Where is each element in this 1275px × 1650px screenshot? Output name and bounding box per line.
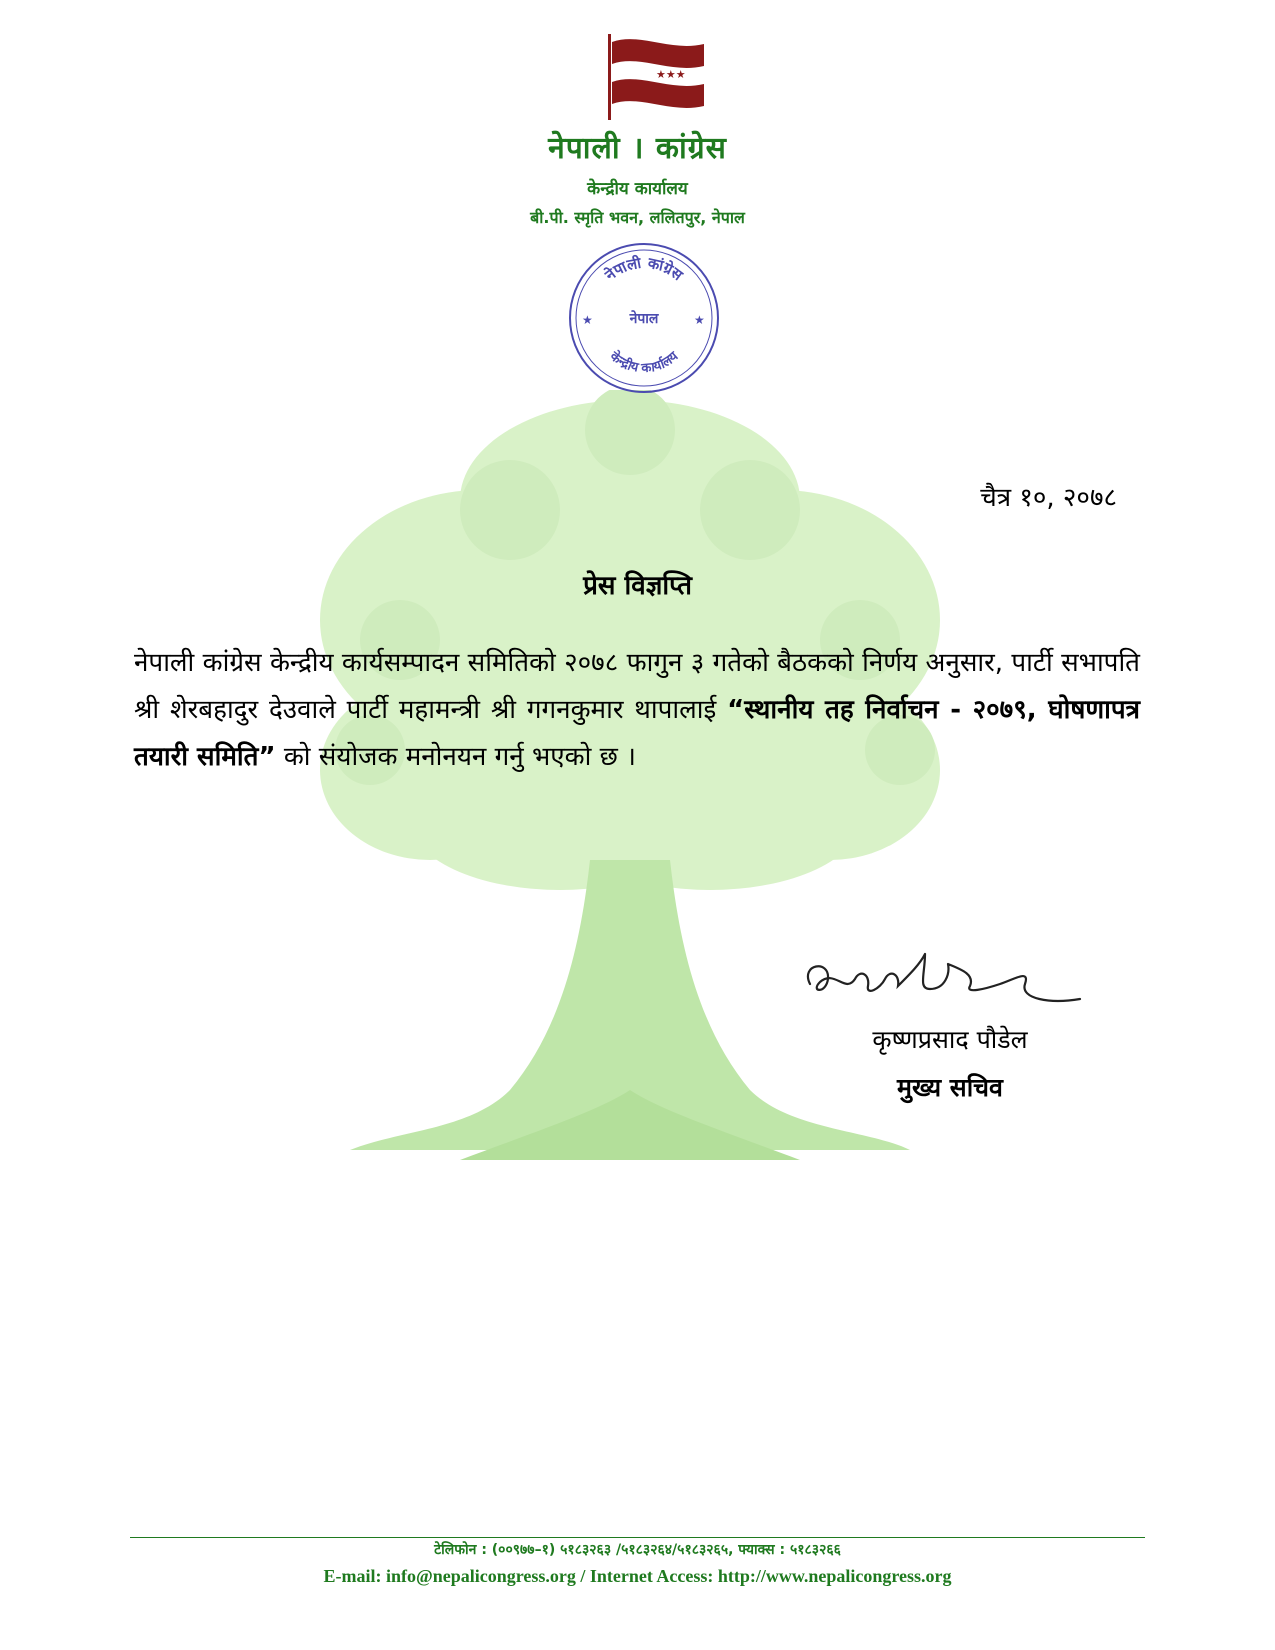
official-seal xyxy=(566,240,722,396)
body-intro: नेपाली कांग्रेस केन्द्रीय कार्यसम्पादन समितिको २०७८ फागुन ३ गतेको बैठकको निर्णय अनुसार, पार्टी सभापति श्री शेरबहादुर देउवाले पार्टी महामन्त्री श्री गगनकुमार थापालाई xyxy=(134,648,1140,725)
handwritten-signature xyxy=(800,944,1090,1014)
office-name: केन्द्रीय कार्यालय xyxy=(587,179,688,199)
svg-text:नेपाली कांग्रेस xyxy=(601,254,687,285)
press-release-heading: प्रेस विज्ञप्ति xyxy=(583,571,692,601)
office-address: बी.पी. स्मृति भवन, ललितपुर, नेपाल xyxy=(530,208,745,227)
seal-center-text: नेपाल xyxy=(629,311,659,327)
letter-date: चैत्र १०, २०७८ xyxy=(980,483,1117,513)
svg-text:★: ★ xyxy=(694,313,705,327)
svg-text:★★★: ★★★ xyxy=(656,68,686,81)
svg-text:केन्द्रीय कार्यालय xyxy=(606,348,682,377)
party-name: नेपाली । कांग्रेस xyxy=(548,131,727,166)
svg-text:★: ★ xyxy=(582,313,593,327)
press-release-body xyxy=(134,640,1140,781)
seal-top-text: नेपाली कांग्रेस xyxy=(601,253,687,285)
seal-bottom-text: केन्द्रीय कार्यालय xyxy=(606,349,682,377)
party-flag-icon xyxy=(600,32,720,122)
body-closing: को संयोजक मनोनयन गर्नु भएको छ । xyxy=(275,742,636,772)
signatory-name: कृष्णप्रसाद पौडेल xyxy=(872,1025,1028,1054)
footer-phone: टेलिफोन : (००९७७–१) ५१८३२६३ /५१८३२६४/५१८३२६५, फ्याक्स : ५१८३२६६ xyxy=(434,1542,841,1558)
committee-name: “स्थानीय तह निर्वाचन - २०७९, घोषणापत्र तयारी समिति” xyxy=(134,695,1140,772)
footer-contact: E-mail: info@nepalicongress.org / Internet Access: http://www.nepalicongress.org xyxy=(323,1566,952,1586)
footer-divider xyxy=(130,1537,1145,1538)
signatory-title: मुख्य सचिव xyxy=(897,1073,1003,1102)
